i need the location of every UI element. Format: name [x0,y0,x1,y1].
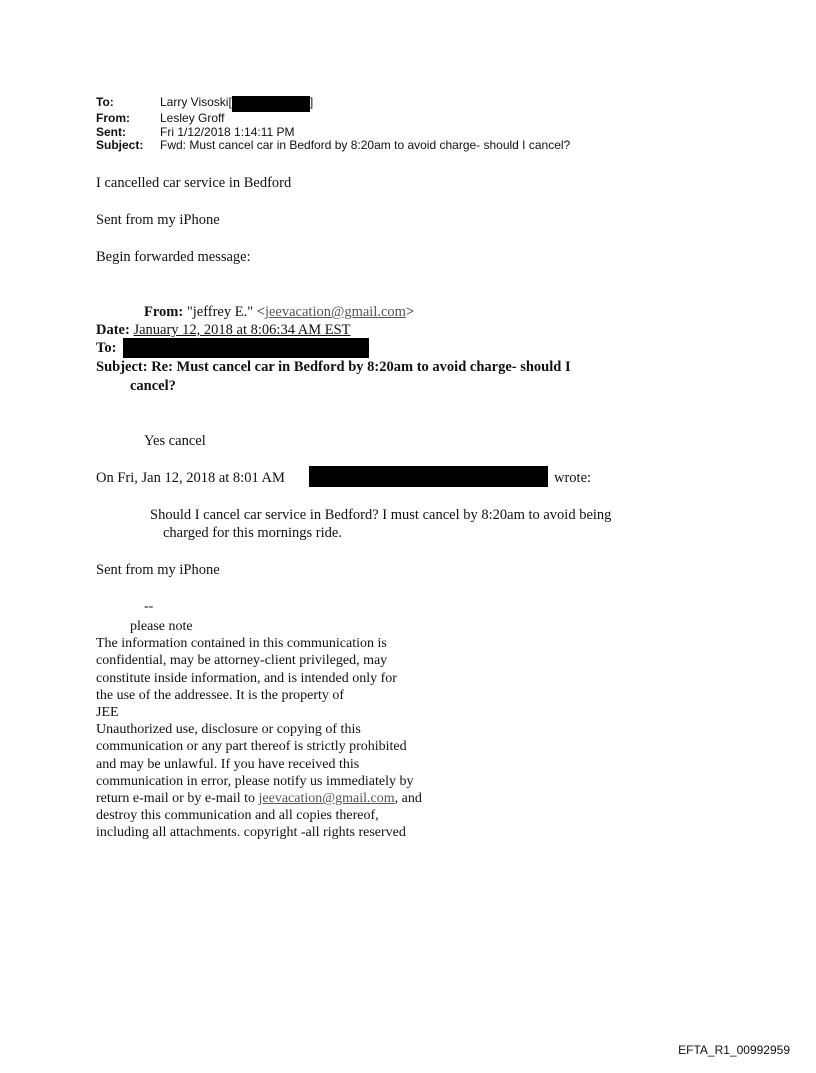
forwarded-subject-line1: Re: Must cancel car in Bedford by 8:20am to avoid charge- should I [151,359,571,375]
redaction-bar [123,338,369,358]
disclaimer-line: including all attachments. copyright -all rights reserved [96,825,406,841]
disclaimer-line: the use of the addressee. It is the property of [96,687,345,703]
email-header [96,96,570,153]
from-label: From: [96,111,130,125]
forwarded-to [96,339,116,357]
disclaimer [96,618,422,842]
disclaimer-text: return e-mail or by e-mail to [96,791,259,807]
to-label: To: [96,95,114,109]
forwarded-date-label: Date: [96,322,130,338]
to-close: ] [309,95,314,109]
forwarded-from [144,303,414,321]
quoted-line-2: charged for this mornings ride. [163,525,342,541]
subject-value: Fwd: Must cancel car in Bedford by 8:20am to avoid charge- should I cancel? [160,138,571,152]
forwarded-from-close: > [405,304,415,320]
disclaimer-line: communication or any part thereof is strictly prohibited [96,739,407,755]
disclaimer-line: destroy this communication and all copies thereof, [96,808,379,824]
disclaimer-line: and may be unlawful. If you have received this [96,756,360,772]
redaction-bar [309,466,548,487]
forwarded-date-value: January 12, 2018 at 8:06:34 AM EST [133,322,351,338]
disclaimer-email-link[interactable]: jeevacation@gmail.com [258,791,395,807]
disclaimer-note: please note [130,619,193,634]
to-row [96,96,570,112]
sent-value: Fri 1/12/2018 1:14:11 PM [160,124,295,139]
forwarded-subject [96,358,571,376]
document-id: EFTA_R1_00992959 [678,1043,790,1057]
redaction-bar [232,96,310,112]
body-line: I cancelled car service in Bedford [96,175,292,191]
to-value: Larry Visoski[ [160,95,232,109]
signature-dashes: -- [144,599,154,614]
quote-wrote: wrote: [554,470,592,486]
subject-row [96,139,570,153]
disclaimer-line: constitute inside information, and is intended only for [96,670,397,686]
forwarded-date [96,321,351,339]
disclaimer-line [96,790,422,807]
forward-intro: Begin forwarded message: [96,249,251,265]
disclaimer-line: confidential, may be attorney-client privileged, may [96,653,388,669]
sent-label: Sent: [96,124,126,139]
disclaimer-text: , and [394,791,422,807]
signature: Sent from my iPhone [96,562,220,578]
from-value: Lesley Groff [160,111,225,125]
forwarded-subject-line2: cancel? [130,378,176,394]
forwarded-from-email[interactable]: jeevacation@gmail.com [264,304,406,320]
from-row [96,112,570,126]
quoted-line-1: Should I cancel car service in Bedford? I must cancel by 8:20am to avoid being [150,507,612,523]
quote-header: On Fri, Jan 12, 2018 at 8:01 AM [96,470,285,486]
disclaimer-line: The information contained in this communication is [96,636,387,652]
subject-label: Subject: [96,138,144,152]
reply-text: Yes cancel [144,433,206,449]
forwarded-subject-label: Subject: [96,359,148,375]
disclaimer-line: Unauthorized use, disclosure or copying of this [96,722,361,738]
sent-row [96,126,570,140]
forwarded-from-name: "jeffrey E." < [186,304,265,320]
signature: Sent from my iPhone [96,212,220,228]
disclaimer-line: JEE [96,705,119,721]
disclaimer-line: communication in error, please notify us immediately by [96,773,414,789]
forwarded-from-label: From: [144,304,184,320]
forwarded-to-label: To: [96,340,117,356]
